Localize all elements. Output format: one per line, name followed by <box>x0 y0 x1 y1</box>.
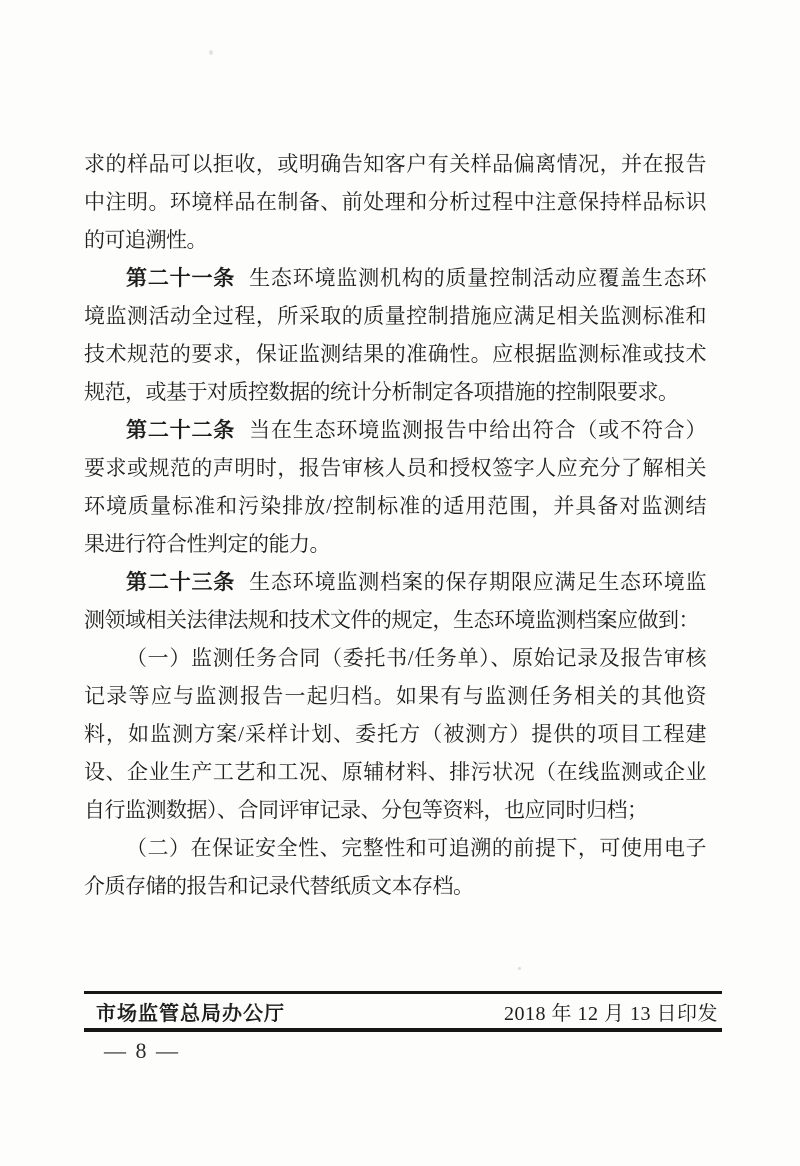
footer-issuer-label: 市场监管总局办公厅 <box>96 1002 285 1025</box>
body-text: 记录等应与监测报告一起归档。如果有与监测任务相关的其他资 <box>84 684 706 708</box>
body-text: 测领域相关法律法规和技术文件的规定，生态环境监测档案应做到： <box>84 608 699 632</box>
body-text: 介质存储的报告和记录代替纸质文本存档。 <box>84 874 474 898</box>
text-line-p1-l3 <box>84 221 706 259</box>
body-text: （二）在保证安全性、完整性和可追溯的前提下，可使用电子 <box>126 836 706 860</box>
text-line-p2-l3 <box>84 335 706 373</box>
body-text: 生态环境监测档案的保存期限应满足生态环境监 <box>249 570 707 594</box>
body-text: （一）监测任务合同（委托书/任务单）、原始记录及报告审核 <box>126 646 706 670</box>
text-line-p4-l1 <box>84 563 706 601</box>
body-text: 中注明。环境样品在制备、前处理和分析过程中注意保持样品标识 <box>84 190 706 214</box>
body-text: 料，如监测方案/采样计划、委托方（被测方）提供的项目工程建 <box>84 722 706 746</box>
document-body <box>84 145 706 905</box>
footer-print-date: 2018 年 12 月 13 日印发 <box>504 1002 718 1025</box>
body-text: 规范，或基于对质控数据的统计分析制定各项措施的控制限要求。 <box>84 380 679 404</box>
text-line-p2-l2 <box>84 297 706 335</box>
text-line-p3-l3 <box>84 487 706 525</box>
text-line-p3-l4 <box>84 525 706 563</box>
text-line-p2-l1 <box>84 259 706 297</box>
text-line-p4-l2 <box>84 601 706 639</box>
footer-rule-block <box>84 991 722 1032</box>
body-text: 的可追溯性。 <box>84 228 207 252</box>
body-text: 设、企业生产工艺和工况、原辅材料、排污状况（在线监测或企业 <box>84 760 706 784</box>
article-number-label: 第二十二条 <box>126 419 236 442</box>
scan-noise-speck <box>209 50 213 55</box>
body-text: 环境质量标准和污染排放/控制标准的适用范围，并具备对监测结 <box>84 494 706 518</box>
text-line-p2-l4 <box>84 373 706 411</box>
body-text: 果进行符合性判定的能力。 <box>84 532 330 556</box>
scan-noise-speck <box>518 967 521 970</box>
article-number-label: 第二十三条 <box>126 571 236 594</box>
text-line-p6-l1 <box>84 829 706 867</box>
text-line-p6-l2 <box>84 867 706 905</box>
text-line-p5-l4 <box>84 753 706 791</box>
body-text: 境监测活动全过程，所采取的质量控制措施应满足相关监测标准和 <box>84 304 706 328</box>
body-text: 当在生态环境监测报告中给出符合（或不符合） <box>249 418 707 442</box>
body-text: 求的样品可以拒收，或明确告知客户有关样品偏离情况，并在报告 <box>84 152 706 176</box>
page-number: — 8 — <box>104 1038 180 1063</box>
text-line-p5-l3 <box>84 715 706 753</box>
text-line-p1-l1 <box>84 145 706 183</box>
text-line-p5-l1 <box>84 639 706 677</box>
text-line-p5-l2 <box>84 677 706 715</box>
article-number-label: 第二十一条 <box>126 267 236 290</box>
text-line-p3-l2 <box>84 449 706 487</box>
body-text: 技术规范的要求，保证监测结果的准确性。应根据监测标准或技术 <box>84 342 706 366</box>
text-line-p5-l5 <box>84 791 706 829</box>
text-line-p1-l2 <box>84 183 706 221</box>
text-line-p3-l1 <box>84 411 706 449</box>
body-text: 自行监测数据）、合同评审记录、分包等资料，也应同时归档； <box>84 798 648 822</box>
body-text: 要求或规范的声明时，报告审核人员和授权签字人应充分了解相关 <box>84 456 706 480</box>
body-text: 生态环境监测机构的质量控制活动应覆盖生态环 <box>249 266 707 290</box>
